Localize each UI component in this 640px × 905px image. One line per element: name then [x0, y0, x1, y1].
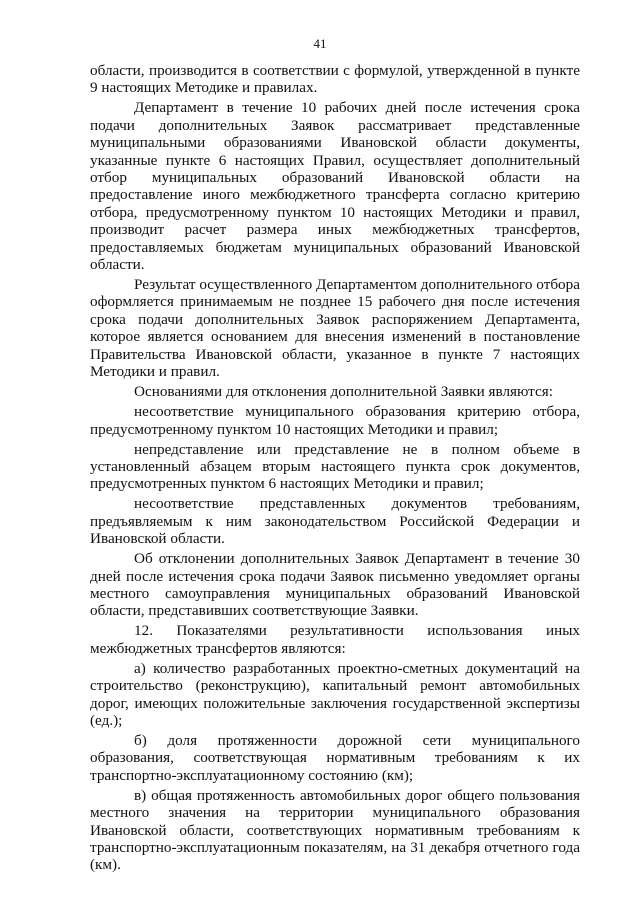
paragraph-indicator-a: а) количество разработанных проектно-сметных документаций на строительство (реконструкцию), капитальный ремонт автомобильных дорог, имеющих положительные заключения государственной экспертизы (ед.); — [90, 659, 580, 729]
paragraph-indicator-c: в) общая протяженность автомобильных дорог общего пользования местного значения на территории муниципального образования Ивановской области, соответствующих нормативным требованиям к транспортно-эксплуатационным показателям, на 31 декабря отчетного года (км). — [90, 786, 580, 874]
paragraph-item-12: 12. Показателями результативности использования иных межбюджетных трансфертов являются: — [90, 622, 580, 657]
paragraph-rejection-notice: Об отклонении дополнительных Заявок Департамент в течение 30 дней после истечения срока подачи Заявок письменно уведомляет органы местного самоуправления муниципальных образований Ивановской области, представивших соответствующие Заявки. — [90, 550, 580, 620]
page-number: 41 — [313, 36, 327, 51]
paragraph-rejection-grounds: Основаниями для отклонения дополнительной Заявки являются: — [134, 383, 553, 401]
document-body — [90, 62, 580, 876]
paragraph-selection-result: Результат осуществленного Департаментом дополнительного отбора оформляется принимаемым не позднее 15 рабочего дня после истечения срока подачи дополнительных Заявок распоряжением Департамента, которое является основанием для внесения изменений в постановление Правительства Ивановской области, указанное в пункте 7 настоящих Методики и правил. — [90, 276, 580, 381]
paragraph-ground-documents: непредставление или представление не в полном объеме в установленный абзацем вторым настоящего пункта срок документов, предусмотренных пунктом 6 настоящих Методики и правил; — [90, 440, 580, 493]
paragraph-department-review: Департамент в течение 10 рабочих дней после истечения срока подачи дополнительных Заявок рассматривает представленные муниципальными образованиями Ивановской области документы, указанные пункте 6 настоящих Правил, осуществляет дополнительный отбор муниципальных образований Ивановской области на предоставление иного межбюджетного трансферта согласно критерию отбора, предусмотренному пунктом 10 настоящих Методики и правил, производит расчет размера иных межбюджетных трансфертов, предоставляемых бюджетам муниципальных образований Ивановской области. — [90, 99, 580, 274]
paragraph-continuation: области, производится в соответствии с формулой, утвержденной в пункте 9 настоящих Методике и правилах. — [90, 62, 580, 97]
paragraph-ground-criterion: несоответствие муниципального образования критерию отбора, предусмотренному пунктом 10 настоящих Методики и правил; — [90, 403, 580, 438]
paragraph-indicator-b: б) доля протяженности дорожной сети муниципального образования, соответствующая нормативным требованиям к их транспортно-эксплуатационному состоянию (км); — [90, 731, 580, 784]
paragraph-ground-requirements: несоответствие представленных документов требованиям, предъявляемым к ним законодательством Российской Федерации и Ивановской области. — [90, 495, 580, 548]
